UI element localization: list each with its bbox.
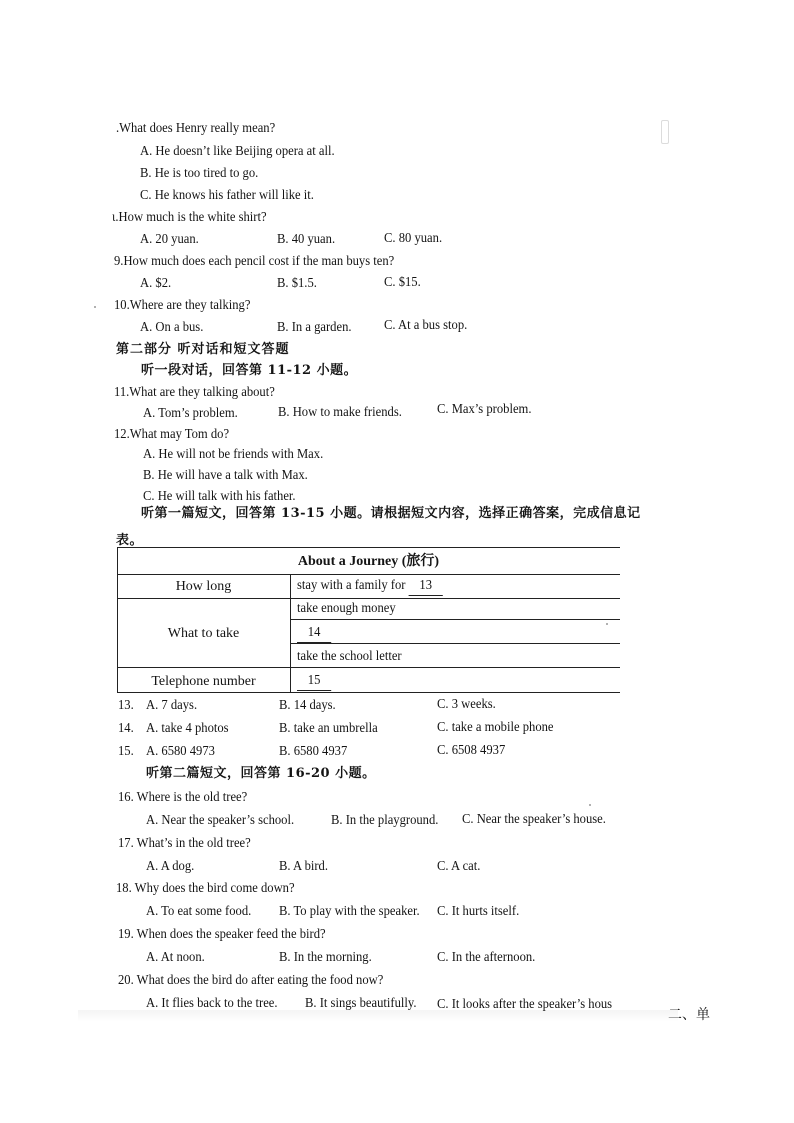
- option-c: C. Near the speaker’s house.: [462, 812, 606, 827]
- option-c: C. He will talk with his father.: [143, 489, 296, 504]
- option-a: A. 20 yuan.: [140, 232, 199, 247]
- instruction-passage-2: 听第二篇短文，回答第 16-20 小题。: [146, 766, 376, 781]
- table-rule: [117, 574, 620, 575]
- option-c: C. 3 weeks.: [437, 697, 496, 712]
- question-stem: 9.How much does each pencil cost if the man buys ten?: [114, 254, 395, 269]
- question-stem: .What does Henry really mean?: [116, 121, 276, 136]
- option-b: B. He is too tired to go.: [140, 166, 259, 181]
- row-value-blank-15: [297, 672, 331, 691]
- option-a: A. To eat some food.: [146, 904, 252, 919]
- row-label-how-long: How long: [175, 579, 232, 594]
- option-c: C. It hurts itself.: [437, 904, 520, 919]
- option-c: C. take a mobile phone: [437, 720, 554, 735]
- option-b: B. 14 days.: [279, 698, 336, 713]
- next-section-heading: 二、单: [668, 1007, 710, 1023]
- question-stem: 19. When does the speaker feed the bird?: [118, 927, 326, 942]
- option-c: C. In the afternoon.: [437, 950, 536, 965]
- scan-dot: [94, 306, 96, 308]
- instruction-passage-1: 听第一篇短文，回答第 13-15 小题。请根据短文内容，选择正确答案，完成信息记: [141, 506, 641, 521]
- option-b: B. It sings beautifully.: [305, 996, 417, 1011]
- option-a: A. On a bus.: [140, 320, 204, 335]
- table-rule: [117, 547, 620, 548]
- option-a: A. He doesn’t like Beijing opera at all.: [140, 144, 335, 159]
- table-rule: [117, 692, 620, 693]
- option-b: B. 6580 4937: [279, 744, 348, 759]
- option-b: B. In the playground.: [331, 813, 439, 828]
- row-value-text: stay with a family for: [297, 578, 406, 593]
- option-a: A. $2.: [140, 276, 172, 291]
- table-rule: [291, 619, 620, 620]
- question-stem: 11.What are they talking about?: [114, 385, 275, 400]
- question-stem: 10.Where are they talking?: [114, 298, 251, 313]
- option-a: A. 7 days.: [146, 698, 198, 713]
- instruction-passage-1-cont: 表。: [116, 533, 144, 548]
- option-a: A. It flies back to the tree.: [146, 996, 278, 1011]
- row-label-telephone: Telephone number: [151, 674, 256, 689]
- option-a: A. At noon.: [146, 950, 205, 965]
- answer-number: 13.: [118, 698, 134, 713]
- option-c: C. At a bus stop.: [384, 318, 468, 333]
- answer-number: 14.: [118, 721, 134, 736]
- option-a: A. Tom’s problem.: [143, 406, 238, 421]
- question-stem: 18. Why does the bird come down?: [116, 881, 295, 896]
- row-value-blank-14: [297, 624, 331, 643]
- blank-13: 13: [409, 577, 443, 596]
- row-value-how-long: [297, 577, 443, 596]
- info-table: [117, 547, 620, 693]
- question-stem: 16. Where is the old tree?: [118, 790, 248, 805]
- option-b: B. He will have a talk with Max.: [143, 468, 308, 483]
- instruction-dialogue: 听一段对话，回答第 11-12 小题。: [141, 363, 358, 378]
- option-b: B. A bird.: [279, 859, 329, 874]
- blank-14: 14: [297, 624, 331, 643]
- row-value-money: take enough money: [297, 601, 396, 616]
- option-c: C. $15.: [384, 275, 421, 290]
- option-c: C. He knows his father will like it.: [140, 188, 314, 203]
- option-a: A. Near the speaker’s school.: [146, 813, 295, 828]
- blank-15: 15: [297, 672, 331, 691]
- row-label-what-to-take: What to take: [167, 626, 240, 641]
- answer-number: 15.: [118, 744, 134, 759]
- option-a: A. A dog.: [146, 859, 195, 874]
- option-b: B. 40 yuan.: [277, 232, 336, 247]
- option-b: B. In a garden.: [277, 320, 352, 335]
- question-stem: 20. What does the bird do after eating the food now?: [118, 973, 384, 988]
- option-a: A. take 4 photos: [146, 721, 229, 736]
- option-b: B. In the morning.: [279, 950, 372, 965]
- question-stem: ι.How much is the white shirt?: [112, 210, 267, 225]
- option-c: C. 6508 4937: [437, 743, 506, 758]
- row-value-letter: take the school letter: [297, 649, 402, 664]
- table-rule: [291, 643, 620, 644]
- option-c: C. 80 yuan.: [384, 231, 443, 246]
- section-title: 第二部分 听对话和短文答题: [116, 342, 290, 357]
- option-c: C. A cat.: [437, 859, 481, 874]
- option-b: B. To play with the speaker.: [279, 904, 420, 919]
- option-b: B. How to make friends.: [278, 405, 402, 420]
- table-rule: [290, 574, 291, 693]
- table-title: About a Journey (旅行): [297, 554, 440, 569]
- scan-dot: [589, 804, 591, 806]
- option-c: C. Max’s problem.: [437, 402, 532, 417]
- table-rule: [117, 598, 620, 599]
- option-a: A. He will not be friends with Max.: [143, 447, 324, 462]
- option-b: B. take an umbrella: [279, 721, 378, 736]
- scan-mark: [661, 120, 669, 144]
- question-stem: 12.What may Tom do?: [114, 427, 230, 442]
- option-b: B. $1.5.: [277, 276, 317, 291]
- table-rule: [117, 667, 620, 668]
- option-c: C. It looks after the speaker’s hous: [437, 997, 613, 1012]
- question-stem: 17. What’s in the old tree?: [118, 836, 251, 851]
- option-a: A. 6580 4973: [146, 744, 215, 759]
